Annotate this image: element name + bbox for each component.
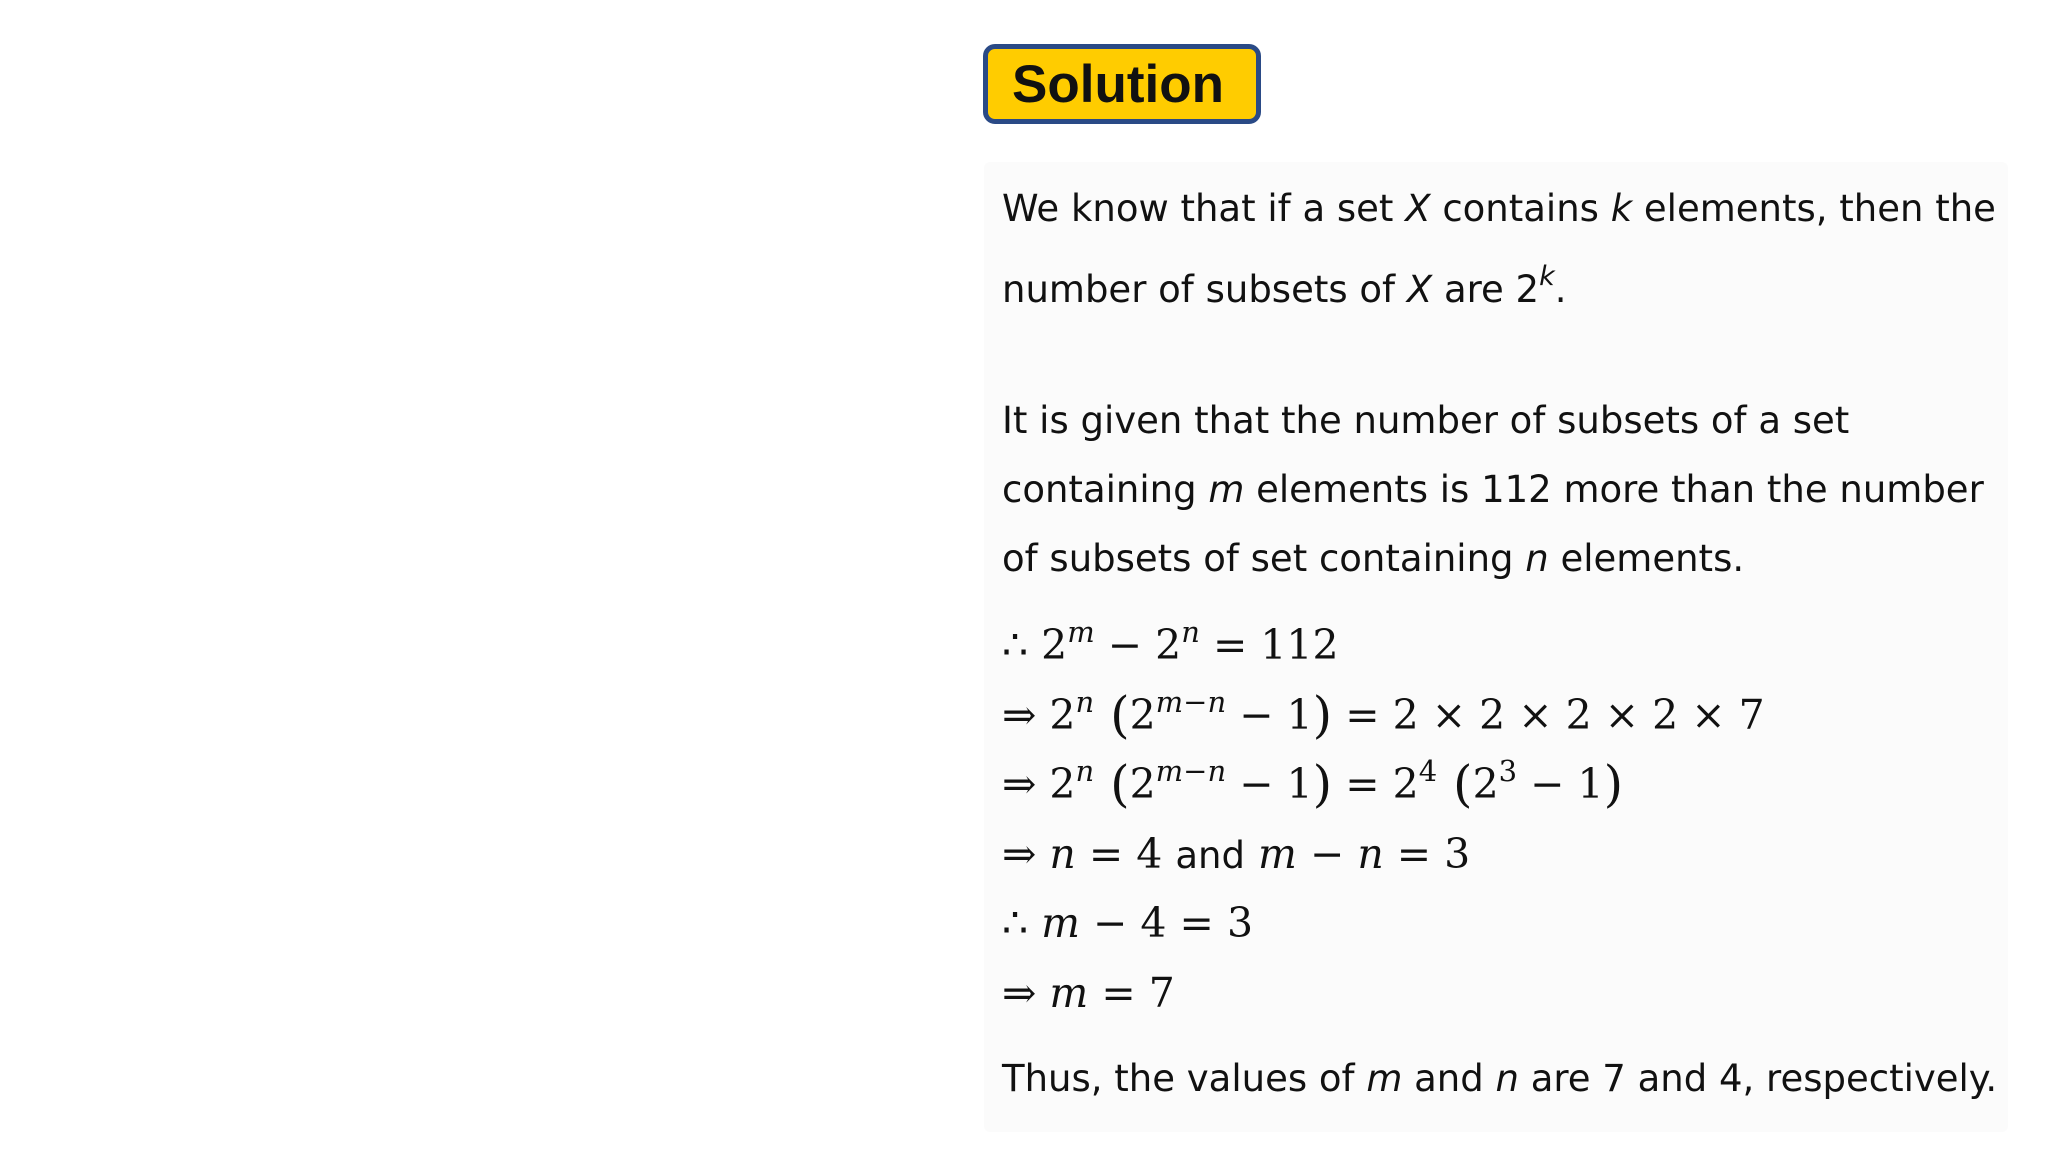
solution-content <box>1002 168 2002 1113</box>
solution-label: Solution <box>1012 54 1224 114</box>
given-paragraph: It is given that the number of subsets of a set containing m elements is 112 more than the number of subsets of set containing n elements. <box>1002 399 1984 580</box>
equation-line-2: ⇒ 2$^n$ $(2^{m-n} - 1) = 2 \times 2 \times 2 \times 2 \times 7$ <box>1002 684 1765 744</box>
equation-line-6: ⇒ m = 7 <box>1002 968 1175 1017</box>
solution-badge <box>983 44 1261 124</box>
equation-line-4: ⇒ n = 4 and m − n = 3 <box>1002 829 1471 878</box>
conclusion-paragraph: Thus, the values of m and n are 7 and 4, respectively. <box>1002 1057 1998 1100</box>
intro-paragraph: We know that if a set X contains k elements, then the number of subsets of X are 2$^k$. <box>1002 187 1996 311</box>
equation-line-5: ∴ m − 4 = 3 <box>1002 899 1254 947</box>
math-derivation <box>1002 611 2002 1028</box>
equation-line-3: ⇒ 2$^n$ $(2^{m-n} - 1) = 2^4$ $(2^3 - 1)$ <box>1002 754 1624 813</box>
equation-line-1: ∴ $2^m - 2^n = 112$ <box>1002 615 1339 669</box>
